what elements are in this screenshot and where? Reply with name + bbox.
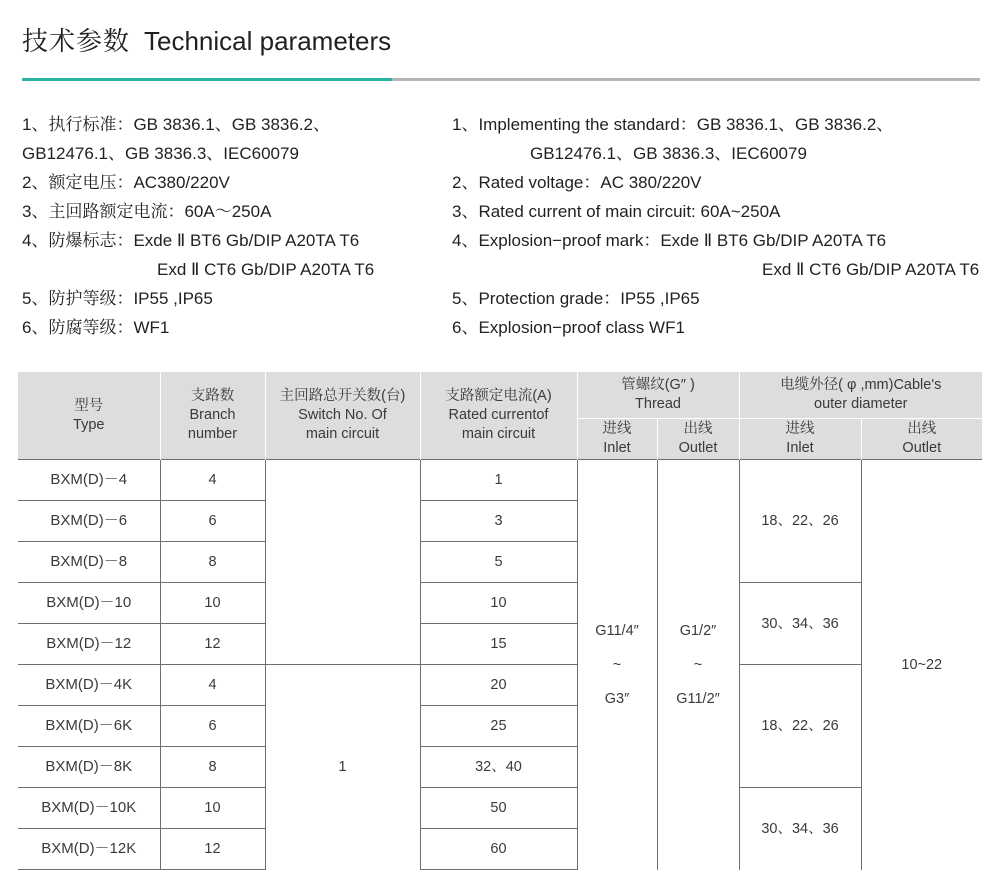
cell-type: BXM(D)－12 — [18, 624, 160, 665]
spec-line: Exd Ⅱ CT6 Gb/DIP A20TA T6 — [157, 260, 375, 279]
cell-type: BXM(D)－4 — [18, 460, 160, 501]
cell-rated-current: 50 — [420, 788, 577, 829]
cell-cable-inlet: 30、34、36 — [739, 788, 861, 870]
spec-line: GB12476.1、GB 3836.3、IEC60079 — [530, 144, 807, 163]
thread-outlet-line1: G1/2″ — [679, 622, 717, 639]
column-header-thread-inlet — [577, 419, 657, 460]
cell-branch: 4 — [160, 460, 265, 501]
cell-type: BXM(D)－8K — [18, 747, 160, 788]
column-header-thread-outlet — [657, 419, 739, 460]
spec-line: 1、执行标准：GB 3836.1、GB 3836.2、 — [22, 115, 331, 134]
column-header-thread-cn: 管螺纹(G″ ) — [621, 377, 695, 393]
title-divider-accent — [22, 78, 392, 81]
cell-rated-current: 25 — [420, 706, 577, 747]
cell-branch: 4 — [160, 665, 265, 706]
column-header-thread-outlet-en: Outlet — [678, 440, 718, 456]
table-row — [18, 665, 982, 706]
spec-line: 1、Implementing the standard：GB 3836.1、GB 3836.2、 — [452, 115, 894, 134]
cell-rated-current: 60 — [420, 829, 577, 870]
cell-branch: 12 — [160, 829, 265, 870]
cell-branch: 8 — [160, 542, 265, 583]
table-row — [18, 583, 982, 624]
thread-inlet-line3: G3″ — [604, 690, 630, 707]
column-header-rated-cn: 支路额定电流(A) — [445, 388, 552, 404]
spec-line: 2、Rated voltage：AC 380/220V — [452, 173, 702, 192]
column-header-switch-number — [265, 372, 420, 460]
page-title-cn: 技术参数 — [22, 26, 131, 56]
spec-line: 5、防护等级：IP55 ,IP65 — [22, 289, 213, 308]
specs-column-english — [452, 110, 992, 342]
cell-switch-number-top — [265, 460, 420, 665]
cell-cable-outlet: 10~22 — [861, 460, 982, 870]
column-header-thread-inlet-en: Inlet — [603, 440, 631, 456]
cell-thread-outlet — [657, 460, 739, 870]
thread-inlet-line2: ~ — [612, 656, 622, 673]
cell-type: BXM(D)－4K — [18, 665, 160, 706]
spec-line: 6、Explosion−proof class WF1 — [452, 318, 685, 337]
column-header-branch-en1: Branch — [189, 407, 236, 423]
cell-switch-number-bottom: 1 — [265, 665, 420, 870]
spec-line: 2、额定电压：AC380/220V — [22, 173, 230, 192]
column-header-type — [18, 372, 160, 460]
title-divider — [22, 78, 980, 81]
cell-rated-current: 5 — [420, 542, 577, 583]
spec-line: 3、Rated current of main circuit: 60A~250A — [452, 202, 781, 221]
thread-inlet-line1: G11/4″ — [595, 622, 639, 639]
column-header-cable-inlet-en: Inlet — [786, 440, 814, 456]
spec-line: Exd Ⅱ CT6 Gb/DIP A20TA T6 — [762, 260, 980, 279]
cell-type: BXM(D)－10K — [18, 788, 160, 829]
cell-branch: 6 — [160, 706, 265, 747]
cell-type: BXM(D)－10 — [18, 583, 160, 624]
cell-rated-current: 10 — [420, 583, 577, 624]
cell-cable-inlet: 18、22、26 — [739, 460, 861, 583]
specification-table — [18, 372, 982, 870]
page-title-en: Technical parameters — [144, 26, 392, 56]
column-header-branch-cn: 支路数 — [190, 388, 235, 404]
spec-line: 4、防爆标志：Exde Ⅱ BT6 Gb/DIP A20TA T6 — [22, 231, 360, 250]
column-header-thread-outlet-cn: 出线 — [683, 421, 713, 437]
cell-rated-current: 1 — [420, 460, 577, 501]
spec-line: 6、防腐等级：WF1 — [22, 318, 170, 337]
cell-type: BXM(D)－12K — [18, 829, 160, 870]
page-title — [22, 24, 980, 58]
cell-branch: 10 — [160, 788, 265, 829]
column-header-branch-en2: number — [187, 426, 238, 442]
column-header-cable-group — [739, 372, 982, 419]
cell-branch: 8 — [160, 747, 265, 788]
cell-cable-inlet: 30、34、36 — [739, 583, 861, 665]
column-header-cable-inlet — [739, 419, 861, 460]
spec-line: 3、主回路额定电流：60A～250A — [22, 202, 272, 221]
column-header-type-en: Type — [73, 416, 105, 433]
specs-column-chinese — [22, 110, 452, 342]
column-header-thread-group — [577, 372, 739, 419]
column-header-switch-cn: 主回路总开关数(台) — [279, 388, 406, 404]
thread-outlet-line3: G11/2″ — [676, 690, 720, 707]
column-header-cable-outlet — [861, 419, 982, 460]
column-header-thread-inlet-cn: 进线 — [602, 421, 632, 437]
table-row — [18, 788, 982, 829]
column-header-cable-cn: 电缆外径( φ ,mm)Cable's — [780, 377, 942, 393]
column-header-switch-en2: main circuit — [305, 426, 380, 442]
column-header-cable-outlet-en: Outlet — [902, 440, 942, 456]
column-header-cable-inlet-cn: 进线 — [785, 421, 815, 437]
cell-rated-current: 32、40 — [420, 747, 577, 788]
cell-rated-current: 3 — [420, 501, 577, 542]
cell-branch: 10 — [160, 583, 265, 624]
column-header-thread-en: Thread — [635, 396, 681, 412]
specifications — [0, 110, 1000, 365]
column-header-cable-outlet-cn: 出线 — [907, 421, 937, 437]
cell-type: BXM(D)－6K — [18, 706, 160, 747]
column-header-rated-en1: Rated currentof — [448, 407, 549, 423]
table-row — [18, 460, 982, 501]
column-header-switch-en1: Switch No. Of — [298, 407, 387, 423]
cell-rated-current: 15 — [420, 624, 577, 665]
column-header-rated-en2: main circuit — [461, 426, 536, 442]
cell-cable-inlet: 18、22、26 — [739, 665, 861, 788]
cell-type: BXM(D)－8 — [18, 542, 160, 583]
cell-thread-inlet — [577, 460, 657, 870]
column-header-cable-en: outer diameter — [814, 396, 908, 412]
spec-line: 5、Protection grade：IP55 ,IP65 — [452, 289, 700, 308]
cell-branch: 6 — [160, 501, 265, 542]
table-header-row-top — [18, 372, 982, 419]
thread-outlet-line2: ~ — [693, 656, 703, 673]
cell-type: BXM(D)－6 — [18, 501, 160, 542]
cell-rated-current: 20 — [420, 665, 577, 706]
cell-branch: 12 — [160, 624, 265, 665]
spec-line: GB12476.1、GB 3836.3、IEC60079 — [22, 144, 299, 163]
column-header-rated-current — [420, 372, 577, 460]
column-header-type-cn: 型号 — [74, 397, 104, 414]
spec-line: 4、Explosion−proof mark：Exde Ⅱ BT6 Gb/DIP A20TA T6 — [452, 231, 887, 250]
column-header-branch-number — [160, 372, 265, 460]
